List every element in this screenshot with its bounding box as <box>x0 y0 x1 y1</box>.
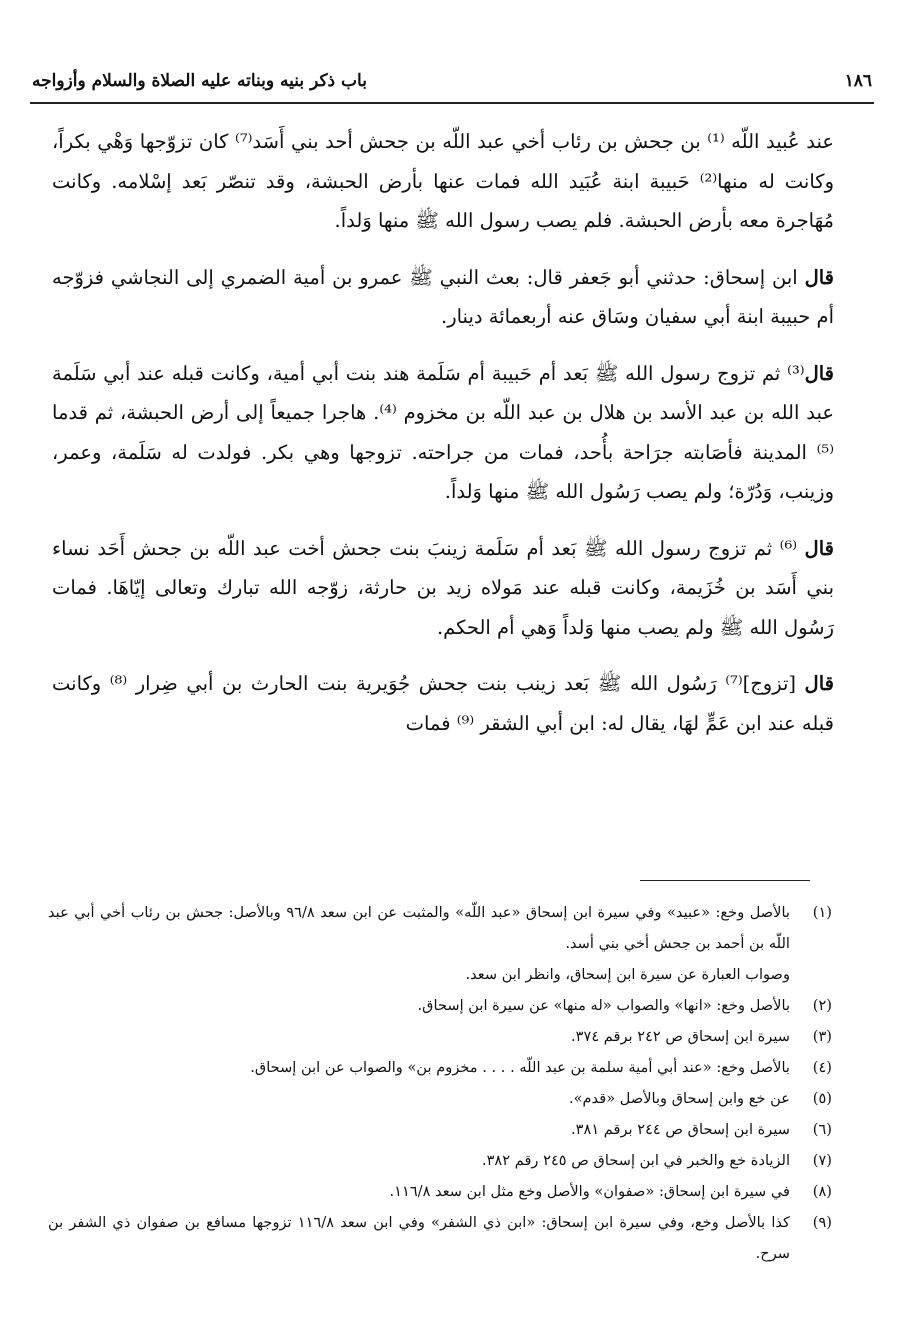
footnote-number: (٣) <box>812 1028 832 1045</box>
paragraph-lead: قال <box>804 265 834 289</box>
footnote <box>48 990 832 1021</box>
page-number: ١٨٦ <box>844 71 872 91</box>
footnote <box>48 1083 832 1114</box>
footnote-text: سيرة ابن إسحاق ص ٢٤٤ برقم ٣٨١. <box>571 1121 790 1138</box>
paragraph <box>52 258 834 337</box>
running-title: باب ذكر بنيه وبناته عليه الصلاة والسلام وأزواجه <box>32 71 367 91</box>
footnote-number: (١) <box>812 904 832 921</box>
paragraph <box>52 122 834 241</box>
paragraph-text: ⁽⁶⁾ ثم تزوج رسول الله ﷺ بَعد أم سَلَمة زينبَ بنت جحش أخت عبد اللّه بن جحش أَحَد نساء بني أَسَد بن خُزَيمة، وكانت قبله عند مَولاه زيد بن حارثة، زوّجه الله تبارك وتعالى إيّاهَا. فمات رَسُول الله ﷺ ولم يصب منها وَلداً وَهي أم الحكم. <box>52 536 834 639</box>
footnotes <box>48 897 832 1269</box>
footnote-text: الزيادة خع والخبر في ابن إسحاق ص ٢٤٥ رقم ٣٨٢. <box>481 1152 790 1169</box>
footnote-text: كذا بالأصل وخع، وفي سيرة ابن إسحاق: «ابن ذي الشفر» وفي ابن سعد ١١٦/٨ تزوجها مسافع بن صفوان ذي الشفر بن سرح. <box>48 1214 790 1262</box>
footnote-text: عن خع وابن إسحاق وبالأصل «قدم». <box>568 1090 790 1107</box>
footnote-number: (٤) <box>812 1059 832 1076</box>
footnote <box>48 897 832 959</box>
paragraph-text: [تزوج]⁽⁷⁾ رَسُول الله ﷺ بَعد زينب بنت جحش جُوَيرية بنت الحارث بن أبي ضِرار ⁽⁸⁾ وكانت قبله عند ابن عَمٍّ لهَا، يقال له: ابن أبي الشقر ⁽⁹⁾ فمات <box>52 672 834 735</box>
paragraph-lead: قال <box>804 536 834 560</box>
paragraph-lead: قال <box>804 672 834 695</box>
footnote <box>48 1114 832 1145</box>
footnote <box>48 1145 832 1176</box>
footnote-text: بالأصل وخع: «انها» والصواب «له منها» عن سيرة ابن إسحاق. <box>417 997 790 1014</box>
footnote-number: (٥) <box>812 1090 832 1107</box>
paragraph <box>52 354 834 512</box>
footnote-number: (٧) <box>812 1152 832 1169</box>
footnote <box>48 1052 832 1083</box>
footnote-number: (٦) <box>812 1121 832 1138</box>
footnote-number: (٢) <box>812 997 832 1014</box>
paragraph <box>52 529 834 648</box>
paragraph-text: ⁽³⁾ ثم تزوج رسول الله ﷺ بَعد أم حَبيبة أم سَلَمة هند بنت أبي أمية، وكانت قبله عند أبي سَلَمة عبد الله بن عبد الأسد بن هلال بن عبد اللّه بن مخزوم ⁽⁴⁾. هاجرا جميعاً إلى أرض الحبشة، ثم قدما ⁽⁵⁾ المدينة فأصَابته جرَاحة بأُحد، فمات من جراحته. تزوجها وهي بكر. فولدت له سَلَمة، وعمر، وزينب، وَدُرّة؛ ولم يصب رَسُول الله ﷺ منها وَلداً. <box>52 361 834 503</box>
footnote-text: وصواب العبارة عن سيرة ابن إسحاق، وانظر ابن سعد. <box>465 966 790 983</box>
footnote <box>48 1176 832 1207</box>
main-text <box>52 122 834 760</box>
header-rule <box>30 102 874 104</box>
footnote-number: (٩) <box>812 1214 832 1231</box>
footnote-text: في سيرة ابن إسحاق: «صفوان» والأصل وخع مثل ابن سعد ١١٦/٨. <box>389 1183 790 1200</box>
footnote-text: بالأصل وخع: «عبيد» وفي سيرة ابن إسحاق «عبد اللّه» والمثبت عن ابن سعد ٩٦/٨ وبالأصل: جحش بن رئاب أخي أبي عبد اللّه بن أحمد بن جحش أخي بني أسد. <box>48 904 790 952</box>
paragraph-lead: قال <box>804 361 834 385</box>
footnote <box>48 1021 832 1052</box>
paragraph-text: ابن إسحاق: حدثني أبو جَعفر قال: بعث النبي ﷺ عمرو بن أمية الضمري إلى النجاشي فزوّجه أم حبيبة ابنة أبي سفيان وسَاق عنه أربعمائة دينار. <box>52 265 834 328</box>
footnote <box>48 1207 832 1269</box>
footnote-number: (٨) <box>812 1183 832 1200</box>
footnote <box>48 959 832 990</box>
page-header <box>32 62 872 100</box>
footnote-text: سيرة ابن إسحاق ص ٢٤٢ برقم ٣٧٤. <box>571 1028 790 1045</box>
footnote-text: بالأصل وخع: «عند أبي أمية سلمة بن عبد اللّه . . . . مخزوم بن» والصواب عن ابن إسحاق. <box>250 1059 790 1076</box>
paragraph-text: عند عُبيد اللّه ⁽¹⁾ بن جحش بن رئاب أخي عبد اللّه بن جحش أحد بني أَسَد⁽⁷⁾ كان تزوّجها وَهْي بكراً، وكانت له منها⁽²⁾ حَبيبة ابنة عُبَيد الله فمات عنها بأرض الحبشة، وقد تنصّر بَعد إسْلامه. وكانت مُهَاجرة معه بأرض الحبشة. فلم يصب رسول الله ﷺ منها وَلداً. <box>52 130 834 232</box>
footnote-rule <box>640 880 810 881</box>
paragraph <box>52 664 834 743</box>
